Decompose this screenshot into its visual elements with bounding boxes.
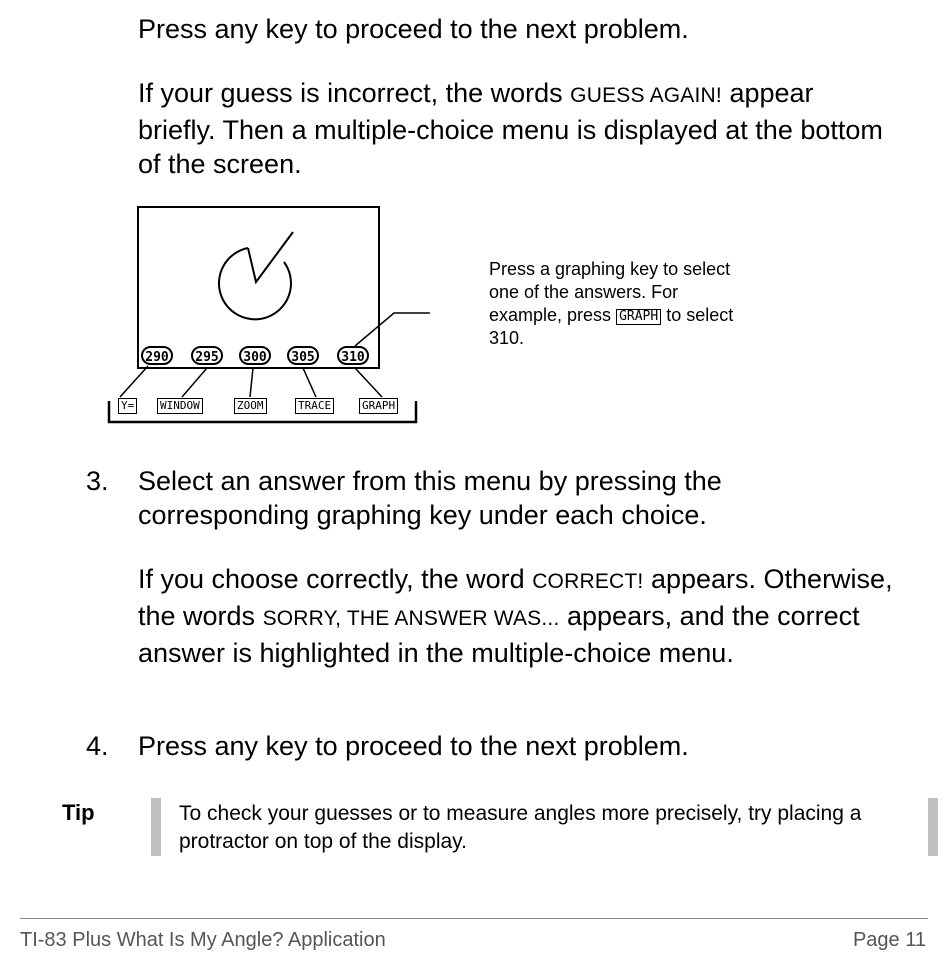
tip-text: To check your guesses or to measure angles more precisely, try placing a protractor on top of the display. [179,802,862,853]
result-text-c: appears, and the correct answer is highlighted in the multiple-choice menu. [138,601,860,668]
choice-300: 300 [239,346,271,365]
key-window: WINDOW [157,398,203,414]
tip-label: Tip [62,800,95,825]
choice-295: 295 [191,346,223,365]
connector-1 [120,366,148,397]
result-text-a: If you choose correctly, the word [138,564,533,594]
key-trace: TRACE [295,398,334,414]
step-number: 4. [86,731,109,761]
sorry-message: SORRY, THE ANSWER WAS... [262,607,560,630]
figure-callout [489,258,749,350]
tip-bar-left [151,798,161,856]
key-graph: GRAPH [359,398,398,414]
connector-5 [355,368,382,397]
footer-divider [20,918,928,919]
step-text: Press any key to proceed to the next problem. [138,731,689,761]
choice-310: 310 [337,346,369,365]
step-number: 3. [86,466,109,496]
callout-text-a: Press a graphing key to select one of the answers. For example, press [489,259,731,325]
key-y-equals: Y= [118,398,137,414]
incorrect-paragraph [138,76,898,181]
guess-again-message: GUESS AGAIN! [570,84,722,107]
footer-title: TI-83 Plus What Is My Angle? Application [20,929,386,951]
step-text: Select an answer from this menu by pressing the corresponding graphing key under each choice. [138,466,722,530]
intro-line: Press any key to proceed to the next problem. [138,14,689,44]
connector-4 [303,368,316,397]
connector-2 [182,368,207,397]
choice-290: 290 [141,346,173,365]
callout-graph-key: GRAPH [616,309,661,325]
key-zoom: ZOOM [234,398,267,414]
incorrect-text-a: If your guess is incorrect, the words [138,78,571,108]
connector-3 [250,368,253,397]
calculator-screen-frame [138,207,379,368]
result-text-b: appears. Otherwise, the words [138,564,893,631]
correct-message: CORRECT! [532,570,644,593]
choice-305: 305 [287,346,319,365]
callout-text-b: to select 310. [489,305,734,348]
calculator-screen-figure [100,200,430,435]
tip-bar-right [928,798,938,856]
page-number: Page 11 [852,929,926,951]
incorrect-text-b: appear briefly. Then a multiple-choice menu is displayed at the bottom of the screen. [138,78,883,179]
result-paragraph [138,562,908,670]
